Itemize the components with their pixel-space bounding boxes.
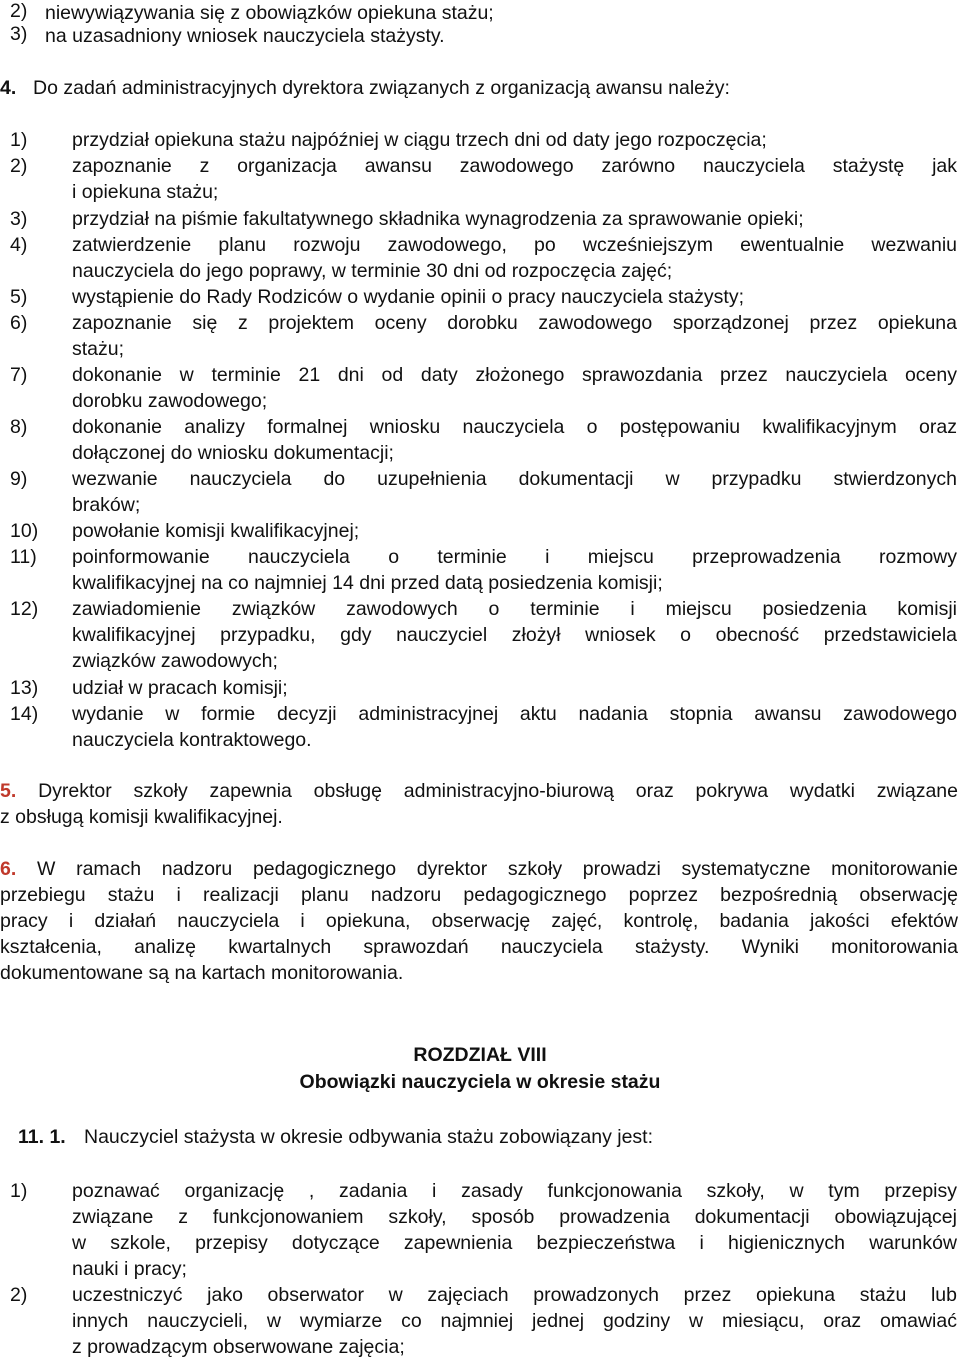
item-text [72, 284, 957, 310]
item-text-line: dokonanie analizy formalnej wniosku nauczyciela o postępowaniu kwalifikacyjnym oraz [72, 416, 957, 438]
item-text-line: udział w pracach komisji; [72, 677, 288, 699]
item-number: 6) [10, 312, 28, 334]
item-number: 4) [10, 234, 28, 256]
item-number: 1) [10, 129, 28, 151]
item-text [72, 127, 957, 153]
item-text-line: i opiekuna stażu; [72, 181, 219, 203]
paragraph-line [0, 804, 958, 830]
item-text-line: związków zawodowych; [72, 650, 278, 672]
section-6-paragraph [0, 856, 958, 986]
item-text [72, 675, 957, 701]
item-text [72, 206, 957, 232]
item-text-line: dołączonej do wniosku dokumentacji; [72, 442, 394, 464]
item-text-line: wezwanie nauczyciela do uzupełnienia dokumentacji w przypadku stwierdzonych [72, 468, 957, 490]
paragraph-line [0, 882, 958, 908]
paragraph-text: W ramach nadzoru pedagogicznego dyrektor szkoły prowadzi systematyczne monitorowanie [36, 858, 958, 880]
item-number: 7) [10, 364, 28, 386]
item-text [72, 466, 957, 518]
paragraph-text: kształcenia, analizę kwartalnych sprawozdań nauczyciela stażysty. Wyniki monitorowania [0, 936, 958, 958]
chapter-title: ROZDZIAŁ VIII [413, 1044, 547, 1066]
paragraph-line [0, 778, 958, 804]
paragraph-text: pracy i działań nauczyciela i opiekuna, obserwację zajęć, kontrolę, badania jakości efektów [0, 910, 958, 932]
item-text-line: braków; [72, 494, 141, 516]
item-number: 11) [10, 546, 37, 568]
item-text [72, 153, 957, 205]
item-text-line: wystąpienie do Rady Rodziców o wydanie opinii o pracy nauczyciela stażysty; [72, 286, 744, 308]
item-text-line: związane z funkcjonowaniem szkoły, sposób prowadzenia dokumentacji obowiązującej [72, 1206, 957, 1228]
item-number: 5) [10, 286, 28, 308]
item-number: 2) [10, 155, 28, 177]
chapter-subtitle: Obowiązki nauczyciela w okresie stażu [299, 1071, 661, 1093]
item-number: 9) [10, 468, 28, 490]
item-text-line: nauki i pracy; [72, 1258, 187, 1280]
item-text-line: uczestniczyć jako obserwator w zajęciach prowadzonych przez opiekuna stażu lub [72, 1284, 957, 1306]
section-5-paragraph [0, 778, 958, 830]
item-text [72, 1178, 957, 1282]
item-text [72, 362, 957, 414]
item-number: 10) [10, 520, 39, 542]
item-text-line: z prowadzącym obserwowane zajęcia; [72, 1336, 405, 1358]
item-text-line: przydział na piśmie fakultatywnego składnika wynagrodzenia za sprawowanie opieki; [72, 208, 804, 230]
item-number: 13) [10, 677, 39, 699]
item-text [72, 518, 957, 544]
item-number: 12) [10, 598, 39, 620]
paragraph-line [0, 908, 958, 934]
item-text: na uzasadniony wniosek nauczyciela stażysty. [45, 25, 445, 47]
item-number: 14) [10, 703, 39, 725]
paragraph-text: przebiegu stażu i realizacji planu nadzoru pedagogicznego poprzez bezpośrednią obserwację [0, 884, 958, 906]
paragraph-text: dokumentowane są na kartach monitorowania. [0, 962, 404, 984]
item-text-line: zapoznanie z organizacja awansu zawodowego zarówno nauczyciela stażystę jak [72, 155, 957, 177]
item-number: 1) [10, 1180, 28, 1202]
item-number: 2) [10, 0, 28, 22]
item-text-line: przydział opiekuna stażu najpóźniej w ciągu trzech dni od daty jego rozpoczęcia; [72, 129, 767, 151]
item-text-line: kwalifikacyjnej przypadku, gdy nauczyciel złożył wniosek o obecność przedstawiciela [72, 624, 957, 646]
item-text [72, 596, 957, 674]
item-text-line: nauczyciela do jego poprawy, w terminie 30 dni od rozpoczęcia zajęć; [72, 260, 673, 282]
item-text-line: poznawać organizację , zadania i zasady funkcjonowania szkoły, w tym przepisy [72, 1180, 957, 1202]
section-number: 4. [0, 77, 17, 99]
item-text-line: powołanie komisji kwalifikacyjnej; [72, 520, 360, 542]
item-text [72, 701, 957, 753]
item-number: 3) [10, 208, 28, 230]
item-text: niewywiązywania się z obowiązków opiekuna stażu; [45, 2, 494, 24]
item-text-line: zatwierdzenie planu rozwoju zawodowego, po wcześniejszym ewentualnie wezwaniu [72, 234, 957, 256]
section-number: 11. 1. [18, 1126, 66, 1148]
item-text-line: zapoznanie się z projektem oceny dorobku zawodowego sporządzonej przez opiekuna [72, 312, 957, 334]
item-text-line: innych nauczycieli, w wymiarze co najmniej jednej godziny w miesiącu, oraz omawiać [72, 1310, 957, 1332]
item-text-line: nauczyciela kontraktowego. [72, 729, 312, 751]
item-text [72, 544, 957, 596]
item-text-line: poinformowanie nauczyciela o terminie i miejscu przeprowadzenia rozmowy [72, 546, 957, 568]
item-number: 2) [10, 1284, 28, 1306]
item-text [72, 1282, 957, 1360]
paragraph-line [0, 856, 958, 882]
paragraph-text: Dyrektor szkoły zapewnia obsługę administracyjno-biurową oraz pokrywa wydatki związane [38, 780, 958, 802]
item-text-line: wydanie w formie decyzji administracyjnej aktu nadania stopnia awansu zawodowego [72, 703, 957, 725]
item-number: 8) [10, 416, 28, 438]
item-text [72, 414, 957, 466]
item-number: 3) [10, 23, 28, 45]
item-text [72, 232, 957, 284]
item-text-line: dokonanie w terminie 21 dni od daty złożonego sprawozdania przez nauczyciela oceny [72, 364, 957, 386]
item-text-line: kwalifikacyjnej na co najmniej 14 dni przed datą posiedzenia komisji; [72, 572, 663, 594]
item-text-line: w szkole, przepisy dotyczące zapewnienia bezpieczeństwa i higienicznych warunków [72, 1232, 957, 1254]
item-text-line: stażu; [72, 338, 125, 360]
section-heading-text: Do zadań administracyjnych dyrektora związanych z organizacją awansu należy: [33, 77, 730, 99]
paragraph-line [0, 934, 958, 960]
item-text-line: dorobku zawodowego; [72, 390, 268, 412]
paragraph-line [0, 960, 958, 986]
section-number: 5. [0, 780, 17, 802]
item-text-line: zawiadomienie związków zawodowych o terminie i miejscu posiedzenia komisji [72, 598, 957, 620]
item-text [72, 310, 957, 362]
section-heading-text: Nauczyciel stażysta w okresie odbywania stażu zobowiązany jest: [84, 1126, 654, 1148]
paragraph-text: z obsługą komisji kwalifikacyjnej. [0, 806, 283, 828]
section-number: 6. [0, 858, 17, 880]
